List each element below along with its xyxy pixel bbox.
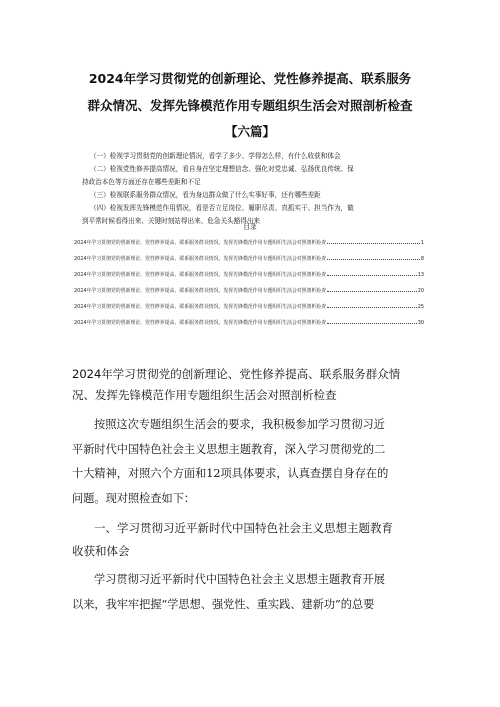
part-heading-line: 一、学习贯彻习近平新时代中国特色社会主义思想主题教育 <box>94 521 393 535</box>
body-line: 以来，我牢牢把握“学思想、强党性、重实践、建新功”的总要 <box>72 597 375 611</box>
toc-page-number: 1 <box>420 240 424 246</box>
toc-page-number: 13 <box>417 272 424 278</box>
toc-entry-text: 2024年学习贯彻党的创新理论、党性修养提高、联系服务群众情况、发挥先锋模范作用专题组织生活会对照剖析检查 <box>74 288 327 294</box>
summary-block <box>82 150 422 228</box>
toc-entry-text: 2024年学习贯彻党的创新理论、党性修养提高、联系服务群众情况、发挥先锋模范作用专题组织生活会对照剖析检查 <box>74 304 327 310</box>
toc-entry[interactable] <box>74 239 424 255</box>
toc-entry-text: 2024年学习贯彻党的创新理论、党性修养提高、联系服务群众情况、发挥先锋模范作用专题组织生活会对照剖析检查 <box>74 272 327 278</box>
toc-page-number: 8 <box>420 256 424 262</box>
table-of-contents <box>74 239 424 335</box>
section-heading <box>72 364 432 406</box>
toc-leader-dots <box>327 291 417 292</box>
toc-entry[interactable] <box>74 319 424 335</box>
toc-entry[interactable] <box>74 255 424 271</box>
toc-entry-text: 2024年学习贯彻党的创新理论、党性修养提高、联系服务群众情况、发挥先锋模范作用专题组织生活会对照剖析检查 <box>74 320 327 326</box>
summary-line: （三）检视联系服务群众情况，看为身边群众做了什么实事好事，还有哪些差距 <box>90 191 321 199</box>
summary-line: （二）检视党性修养提高情况，看自身在坚定理想信念、强化对党忠诚、弘扬优良传统、保 <box>90 165 354 173</box>
doc-title-line-2: 群众情况、发挥先锋模范作用专题组织生活会对照剖析检查 <box>87 98 413 113</box>
summary-line: （四）检视发挥先锋模范作用情况，看是否立足岗位、履职尽责、真抓实干、担当作为，做 <box>90 204 354 212</box>
section-heading-line: 2024年学习贯彻党的创新理论、党性修养提高、联系服务群众情 <box>72 367 401 381</box>
intro-paragraph <box>72 413 432 511</box>
body-line: 问题。现对照检查如下： <box>72 491 196 505</box>
toc-entry[interactable] <box>74 271 424 287</box>
toc-leader-dots <box>327 243 420 244</box>
toc-entry[interactable] <box>74 303 424 319</box>
toc-page-number: 30 <box>417 320 424 326</box>
summary-line: （一）检视学习贯彻党的创新理论情况，看学了多少、学得怎么样，有什么收获和体会 <box>90 152 341 160</box>
part-heading-line: 收获和体会 <box>72 544 130 558</box>
toc-leader-dots <box>327 275 417 276</box>
toc-leader-dots <box>327 323 417 324</box>
summary-line: 持政治本色等方面还存在哪些差距和不足 <box>82 178 201 186</box>
body-line: 平新时代中国特色社会主义思想主题教育，深入学习贯彻党的二 <box>72 442 386 456</box>
toc-page-number: 20 <box>417 288 424 294</box>
body-line: 按照这次专题组织生活会的要求，我积极参加学习贯彻习近 <box>94 418 385 431</box>
doc-title-line-3: 【六篇】 <box>224 124 275 139</box>
summary-line: 到平常时候看得出来、关键时刻站得出来、危急关头豁得出来 <box>82 217 261 225</box>
part-one-heading <box>72 517 432 563</box>
body-line: 十大精神，对照六个方面和12项具体要求，认真查摆自身存在的 <box>72 467 389 480</box>
section-heading-line: 况、发挥先锋模范作用专题组织生活会对照剖析检查 <box>72 388 337 402</box>
doc-title-line-1: 2024年学习贯彻党的创新理论、党性修养提高、联系服务 <box>88 71 412 86</box>
toc-heading: 目录 <box>243 223 257 231</box>
toc-entry[interactable] <box>74 287 424 303</box>
toc-leader-dots <box>327 259 420 260</box>
toc-leader-dots <box>327 307 417 308</box>
toc-entry-text: 2024年学习贯彻党的创新理论、党性修养提高、联系服务群众情况、发挥先锋模范作用专题组织生活会对照剖析检查 <box>74 256 327 262</box>
toc-page-number: 25 <box>417 304 424 310</box>
toc-entry-text: 2024年学习贯彻党的创新理论、党性修养提高、联系服务群众情况、发挥先锋模范作用专题组织生活会对照剖析检查 <box>74 240 327 246</box>
part-one-paragraph <box>72 568 432 617</box>
body-line: 学习贯彻习近平新时代中国特色社会主义思想主题教育开展 <box>94 573 385 586</box>
